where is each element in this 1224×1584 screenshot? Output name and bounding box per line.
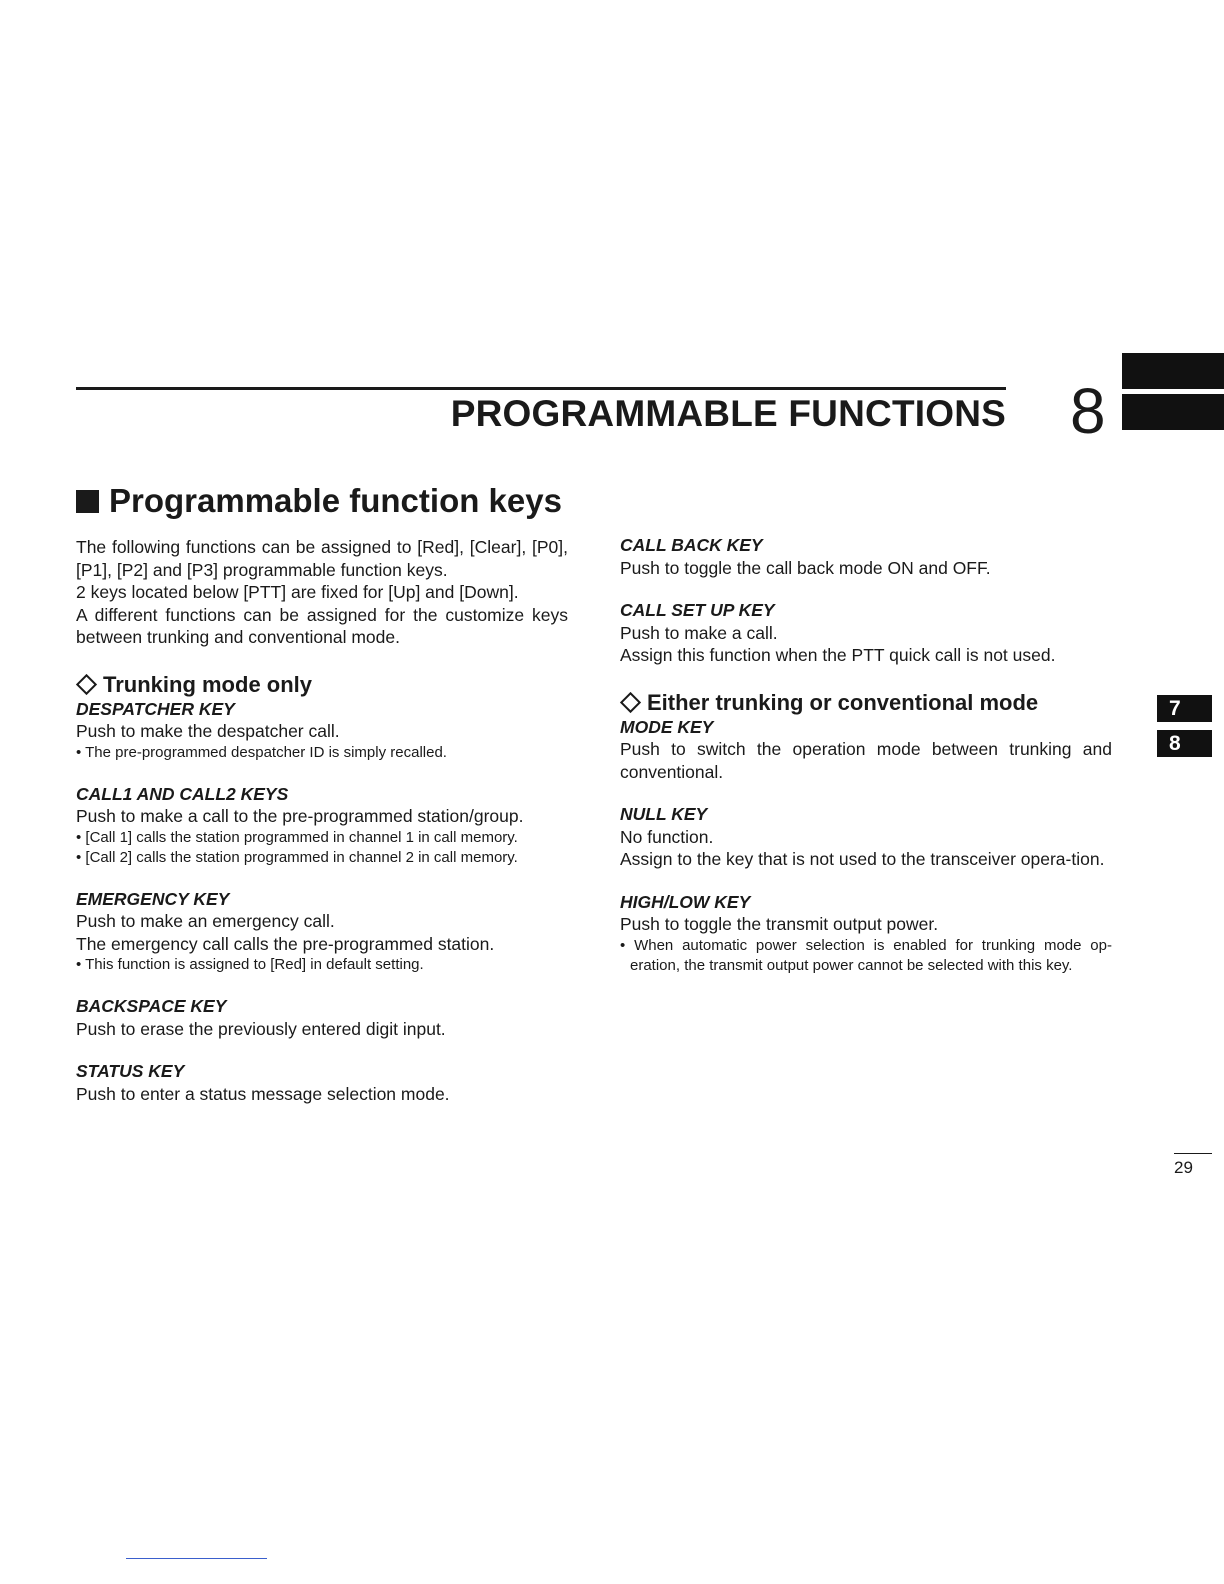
despatcher-key-title: DESPATCHER KEY — [76, 698, 235, 719]
intro-paragraph-2: 2 keys located below [PTT] are fixed for [Up] and [Down]. — [76, 582, 519, 602]
call-keys-title: CALL1 AND CALL2 KEYS — [76, 783, 289, 804]
chapter-title: PROGRAMMABLE FUNCTIONS — [450, 393, 1006, 434]
status-key-title: STATUS KEY — [76, 1061, 185, 1081]
subsection-either-mode-text: Either trunking or conventional mode — [647, 689, 1039, 715]
call-back-key-text: Push to toggle the call back mode ON and OFF. — [620, 557, 991, 578]
intro-paragraph-1: The following functions can be assigned to [Red], [Clear], [P0], [P1], [P2] and [P3] programmable function keys. — [76, 537, 568, 580]
subsection-trunking-only — [76, 671, 568, 698]
mode-key-title: MODE KEY — [620, 716, 714, 737]
section-title-text: Programmable function keys — [109, 482, 562, 519]
emergency-key-text-1: Push to make an emergency call. — [76, 911, 335, 931]
high-low-key-title: HIGH/LOW KEY — [620, 891, 751, 912]
emergency-key-text-2: The emergency call calls the pre-programmed station. — [76, 933, 495, 954]
page-number: 29 — [1174, 1158, 1193, 1177]
side-tab-8[interactable]: 8 — [1157, 730, 1212, 757]
call-setup-key-title: CALL SET UP KEY — [620, 600, 775, 620]
intro-paragraph-3: A different functions can be assigned for the customize keys between trunking and conventional mode. — [76, 604, 568, 647]
side-tab-7[interactable]: 7 — [1157, 695, 1212, 722]
square-bullet-icon — [76, 490, 99, 513]
null-key-text-1: No function. — [620, 826, 714, 847]
null-key-text-2: Assign to the key that is not used to the transceiver opera-tion. — [620, 849, 1105, 869]
null-key-title: NULL KEY — [620, 804, 708, 824]
header-rule — [76, 387, 1006, 390]
subsection-trunking-only-text: Trunking mode only — [103, 671, 313, 697]
backspace-key-title: BACKSPACE KEY — [76, 996, 227, 1016]
despatcher-key-text: Push to make the despatcher call. — [76, 721, 340, 741]
call-setup-key-text-1: Push to make a call. — [620, 622, 778, 643]
left-column — [76, 536, 568, 1105]
diamond-icon — [76, 674, 97, 695]
diamond-icon — [620, 692, 641, 713]
call-setup-key-text-2: Assign this function when the PTT quick call is not used. — [620, 645, 1056, 665]
chapter-tab-bar-top — [1122, 353, 1224, 389]
bottom-link-underline[interactable] — [126, 1558, 267, 1559]
right-column — [620, 534, 1112, 976]
page-number-rule — [1174, 1153, 1212, 1154]
section-title — [76, 482, 562, 520]
chapter-tab-bar-bottom — [1122, 394, 1224, 430]
mode-key-text: Push to switch the operation mode between trunking and conventional. — [620, 739, 1112, 782]
call-keys-note-2: • [Call 2] calls the station programmed in channel 2 in call memory. — [76, 848, 518, 866]
call-keys-text: Push to make a call to the pre-programmed station/group. — [76, 806, 524, 826]
high-low-key-note: • When automatic power selection is enabled for trunking mode op-eration, the transmit output power cannot be selected with this key. — [620, 936, 1112, 974]
subsection-either-mode — [620, 689, 1112, 716]
chapter-number: 8 — [1070, 375, 1106, 447]
despatcher-key-note: • The pre-programmed despatcher ID is simply recalled. — [76, 743, 447, 761]
status-key-text: Push to enter a status message selection mode. — [76, 1083, 450, 1104]
call-back-key-title: CALL BACK KEY — [620, 535, 763, 555]
high-low-key-text: Push to toggle the transmit output power. — [620, 914, 939, 934]
emergency-key-note: • This function is assigned to [Red] in default setting. — [76, 956, 424, 973]
backspace-key-text: Push to erase the previously entered digit input. — [76, 1018, 446, 1039]
emergency-key-title: EMERGENCY KEY — [76, 888, 230, 909]
call-keys-note-1: • [Call 1] calls the station programmed in channel 1 in call memory. — [76, 828, 518, 846]
